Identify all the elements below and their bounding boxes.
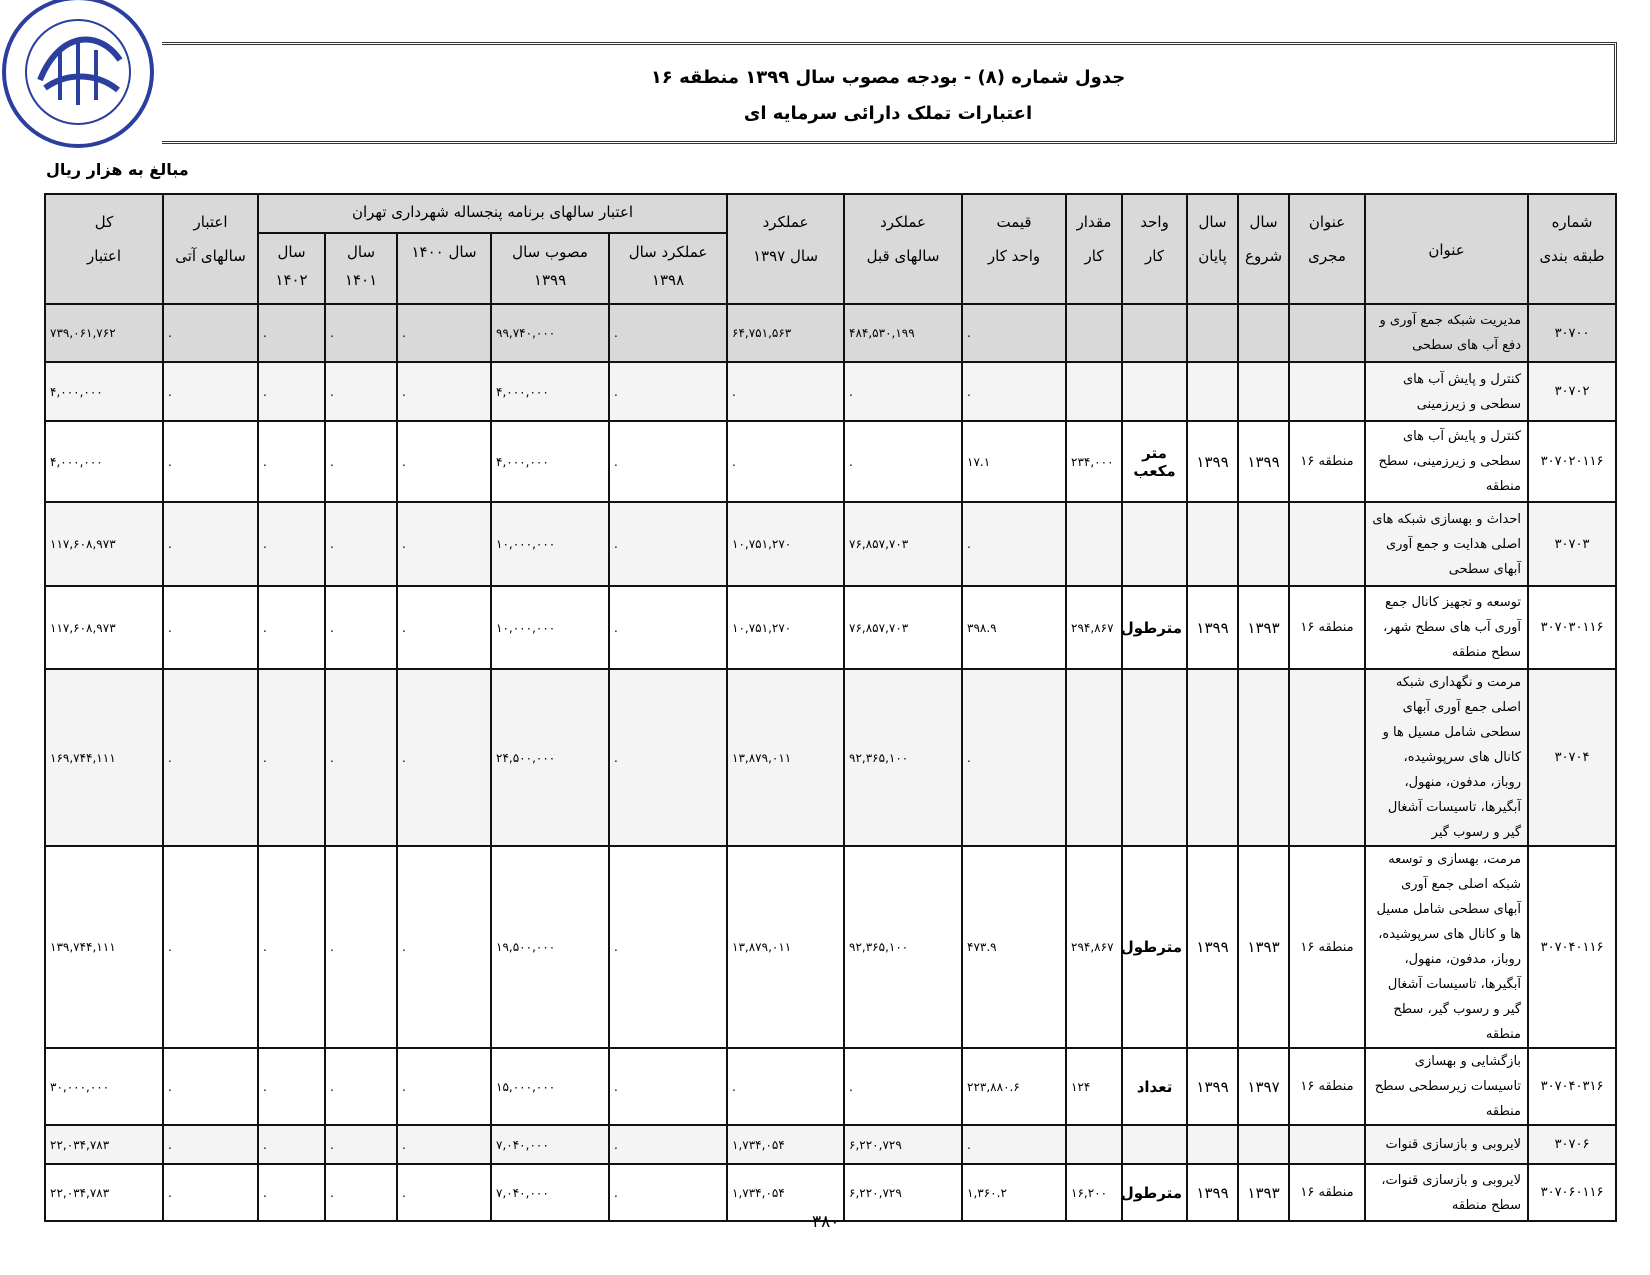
cell-unit (1122, 1125, 1187, 1164)
cell-title: بازگشایی و بهسازی تاسیسات زیرسطحی سطح منطقه (1365, 1048, 1528, 1125)
column-header-line: مقدار (1076, 213, 1112, 231)
cell-start (1238, 1125, 1289, 1164)
units-note: مبالغ به هزار ریال (46, 160, 189, 179)
cell-future: . (163, 1125, 258, 1164)
cell-start: ۱۳۹۳ (1238, 1164, 1289, 1221)
column-header-start (1238, 194, 1289, 304)
cell-code: ۳۰۷۰۴۰۱۱۶ (1528, 846, 1616, 1048)
cell-unit (1122, 502, 1187, 586)
cell-prior: . (844, 1048, 962, 1125)
column-header-line: سال (1198, 213, 1227, 231)
cell-qty: ۲۹۴,۸۶۷ (1066, 586, 1122, 669)
cell-future: . (163, 669, 258, 846)
cell-end (1187, 669, 1238, 846)
cell-y1401: . (325, 362, 397, 421)
column-header-y1397 (727, 194, 844, 304)
column-header-line: سال ۱۳۹۷ (753, 247, 819, 265)
title-box (162, 42, 1617, 144)
cell-code: ۳۰۷۰۲ (1528, 362, 1616, 421)
cell-total: ۱۱۷,۶۰۸,۹۷۳ (45, 502, 163, 586)
cell-start: ۱۳۹۹ (1238, 421, 1289, 502)
cell-qty: ۱۲۴ (1066, 1048, 1122, 1125)
cell-price: ۱۷.۱ (962, 421, 1066, 502)
cell-future: . (163, 846, 258, 1048)
cell-executor: منطقه ۱۶ (1289, 1048, 1365, 1125)
cell-y1399: ۲۴,۵۰۰,۰۰۰ (491, 669, 609, 846)
cell-future: . (163, 304, 258, 362)
table-row (45, 502, 1616, 586)
cell-y1397: ۶۴,۷۵۱,۵۶۳ (727, 304, 844, 362)
cell-y1398: . (609, 669, 727, 846)
cell-end (1187, 362, 1238, 421)
cell-title: مدیریت شبکه جمع آوری و دفع آب های سطحی (1365, 304, 1528, 362)
council-seal (0, 0, 160, 160)
cell-y1400: . (397, 421, 491, 502)
column-header-line (1370, 205, 1523, 233)
cell-y1399: ۹۹,۷۴۰,۰۰۰ (491, 304, 609, 362)
column-header-line: عملکرد (880, 213, 926, 231)
column-header-line (402, 266, 486, 294)
column-header-line: ۱۴۰۲ (275, 271, 308, 289)
cell-y1397: ۱۰,۷۵۱,۲۷۰ (727, 502, 844, 586)
cell-future: . (163, 1048, 258, 1125)
cell-y1398: . (609, 421, 727, 502)
cell-total: ۱۶۹,۷۴۴,۱۱۱ (45, 669, 163, 846)
cell-y1399: ۱۰,۰۰۰,۰۰۰ (491, 502, 609, 586)
cell-y1402: . (258, 669, 325, 846)
cell-prior: ۹۲,۳۶۵,۱۰۰ (844, 846, 962, 1048)
cell-y1400: . (397, 586, 491, 669)
cell-end (1187, 502, 1238, 586)
column-header-line: شروع (1245, 247, 1283, 265)
column-header-line: سالهای آتی (175, 247, 246, 265)
column-header-line: واحد (1140, 213, 1169, 231)
cell-executor: منطقه ۱۶ (1289, 586, 1365, 669)
cell-executor: منطقه ۱۶ (1289, 421, 1365, 502)
budget-table (44, 193, 1617, 1222)
cell-total: ۱۳۹,۷۴۴,۱۱۱ (45, 846, 163, 1048)
column-header-line: سال ۱۴۰۰ (411, 243, 477, 261)
cell-y1397: . (727, 421, 844, 502)
cell-future: . (163, 1164, 258, 1221)
cell-end: ۱۳۹۹ (1187, 586, 1238, 669)
cell-total: ۴,۰۰۰,۰۰۰ (45, 362, 163, 421)
column-header-y1398 (609, 233, 727, 304)
cell-title: کنترل و پایش آب های سطحی و زیرزمینی، سطح منطقه (1365, 421, 1528, 502)
cell-prior: ۷۶,۸۵۷,۷۰۳ (844, 502, 962, 586)
column-header-line: کل (94, 213, 114, 231)
cell-unit (1122, 362, 1187, 421)
cell-code: ۳۰۷۰۴۰۳۱۶ (1528, 1048, 1616, 1125)
cell-executor (1289, 502, 1365, 586)
column-header-line: اعتبار (87, 247, 121, 265)
cell-executor (1289, 669, 1365, 846)
cell-start (1238, 502, 1289, 586)
cell-y1398: . (609, 1125, 727, 1164)
column-header-line: عنوان (1308, 213, 1346, 231)
cell-price: . (962, 669, 1066, 846)
cell-title: لایروبی و بازسازی قنوات، سطح منطقه (1365, 1164, 1528, 1221)
cell-y1398: . (609, 586, 727, 669)
document-title: جدول شماره (۸) - بودجه مصوب سال ۱۳۹۹ منطقه ۱۶ (650, 67, 1126, 88)
cell-y1398: . (609, 1048, 727, 1125)
cell-y1401: . (325, 1125, 397, 1164)
cell-y1400: . (397, 304, 491, 362)
cell-y1401: . (325, 421, 397, 502)
column-header-line: قیمت (996, 213, 1032, 231)
cell-future: . (163, 421, 258, 502)
cell-price: ۳۹۸.۹ (962, 586, 1066, 669)
cell-y1400: . (397, 1164, 491, 1221)
column-header-prior (844, 194, 962, 304)
cell-executor (1289, 304, 1365, 362)
cell-qty (1066, 502, 1122, 586)
cell-y1402: . (258, 1164, 325, 1221)
table-row (45, 1125, 1616, 1164)
cell-y1398: . (609, 1164, 727, 1221)
cell-price: ۱,۳۶۰.۲ (962, 1164, 1066, 1221)
cell-unit: مترطول (1122, 586, 1187, 669)
cell-start (1238, 362, 1289, 421)
column-header-line: عملکرد سال (628, 243, 708, 261)
column-header-end (1187, 194, 1238, 304)
cell-y1399: ۱۵,۰۰۰,۰۰۰ (491, 1048, 609, 1125)
column-header-y1402 (258, 233, 325, 304)
column-header-line: ۱۳۹۸ (651, 271, 685, 289)
cell-qty (1066, 304, 1122, 362)
cell-total: ۴,۰۰۰,۰۰۰ (45, 421, 163, 502)
cell-unit: تعداد (1122, 1048, 1187, 1125)
column-header-y1400 (397, 233, 491, 304)
column-header-total (45, 194, 163, 304)
cell-future: . (163, 502, 258, 586)
column-header-unit (1122, 194, 1187, 304)
cell-title: توسعه و تجهیز کانال جمع آوری آب های سطح شهر، سطح منطقه (1365, 586, 1528, 669)
cell-code: ۳۰۷۰۴ (1528, 669, 1616, 846)
table-row (45, 669, 1616, 846)
cell-code: ۳۰۷۰۳۰۱۱۶ (1528, 586, 1616, 669)
cell-unit: متر مکعب (1122, 421, 1187, 502)
cell-y1402: . (258, 362, 325, 421)
cell-y1402: . (258, 1048, 325, 1125)
cell-end (1187, 304, 1238, 362)
table-row (45, 421, 1616, 502)
cell-unit (1122, 669, 1187, 846)
cell-qty: ۲۹۴,۸۶۷ (1066, 846, 1122, 1048)
cell-price: . (962, 362, 1066, 421)
cell-y1398: . (609, 362, 727, 421)
cell-title: مرمت، بهسازی و توسعه شبکه اصلی جمع آوری آبهای سطحی شامل مسیل ها و کانال های سرپوشیده، روباز، مدفون، منهول، آبگیرها، تاسیسات آشغال گیر و رسوب گیر، سطح منطقه (1365, 846, 1528, 1048)
cell-y1400: . (397, 846, 491, 1048)
cell-end: ۱۳۹۹ (1187, 421, 1238, 502)
cell-y1399: ۷,۰۴۰,۰۰۰ (491, 1164, 609, 1221)
column-header-line: کار (1084, 247, 1104, 265)
cell-future: . (163, 586, 258, 669)
cell-y1402: . (258, 304, 325, 362)
cell-y1401: . (325, 669, 397, 846)
cell-code: ۳۰۷۰۰ (1528, 304, 1616, 362)
cell-y1399: ۱۰,۰۰۰,۰۰۰ (491, 586, 609, 669)
cell-price: . (962, 1125, 1066, 1164)
cell-title: کنترل و پایش آب های سطحی و زیرزمینی (1365, 362, 1528, 421)
cell-prior: ۹۲,۳۶۵,۱۰۰ (844, 669, 962, 846)
cell-y1401: . (325, 1164, 397, 1221)
page-number: ۳۸۰ (812, 1212, 840, 1232)
cell-unit: مترطول (1122, 846, 1187, 1048)
cell-y1398: . (609, 304, 727, 362)
cell-y1398: . (609, 846, 727, 1048)
cell-qty: ۲۳۴,۰۰۰ (1066, 421, 1122, 502)
table-row (45, 1048, 1616, 1125)
cell-price: . (962, 502, 1066, 586)
cell-total: ۱۱۷,۶۰۸,۹۷۳ (45, 586, 163, 669)
cell-qty: ۱۶,۲۰۰ (1066, 1164, 1122, 1221)
cell-y1400: . (397, 1048, 491, 1125)
cell-code: ۳۰۷۰۲۰۱۱۶ (1528, 421, 1616, 502)
cell-y1399: ۴,۰۰۰,۰۰۰ (491, 362, 609, 421)
column-header-line: کار (1145, 247, 1165, 265)
column-group-plan-years: اعتبار سالهای برنامه پنجساله شهرداری تهران (258, 194, 727, 233)
cell-y1399: ۴,۰۰۰,۰۰۰ (491, 421, 609, 502)
cell-prior: ۷۶,۸۵۷,۷۰۳ (844, 586, 962, 669)
cell-y1397: ۱۰,۷۵۱,۲۷۰ (727, 586, 844, 669)
cell-price: . (962, 304, 1066, 362)
cell-code: ۳۰۷۰۶۰۱۱۶ (1528, 1164, 1616, 1221)
cell-title: لایروبی و بازسازی قنوات (1365, 1125, 1528, 1164)
cell-y1401: . (325, 1048, 397, 1125)
cell-end: ۱۳۹۹ (1187, 1048, 1238, 1125)
cell-total: ۷۳۹,۰۶۱,۷۶۲ (45, 304, 163, 362)
column-header-line: اعتبار (193, 213, 228, 231)
cell-start: ۱۳۹۳ (1238, 586, 1289, 669)
cell-y1400: . (397, 502, 491, 586)
cell-y1401: . (325, 846, 397, 1048)
cell-unit: مترطول (1122, 1164, 1187, 1221)
cell-qty (1066, 1125, 1122, 1164)
cell-y1400: . (397, 362, 491, 421)
cell-y1401: . (325, 586, 397, 669)
column-header-price (962, 194, 1066, 304)
table-row (45, 586, 1616, 669)
cell-y1398: . (609, 502, 727, 586)
column-header-executor (1289, 194, 1365, 304)
cell-price: ۲۲۳,۸۸۰.۶ (962, 1048, 1066, 1125)
cell-y1397: . (727, 1048, 844, 1125)
column-header-line: مصوب سال (512, 243, 588, 261)
cell-qty (1066, 669, 1122, 846)
cell-executor (1289, 1125, 1365, 1164)
column-header-code (1528, 194, 1616, 304)
cell-total: ۲۲,۰۳۴,۷۸۳ (45, 1125, 163, 1164)
cell-start: ۱۳۹۷ (1238, 1048, 1289, 1125)
cell-price: ۴۷۳.۹ (962, 846, 1066, 1048)
cell-y1397: ۱۳,۸۷۹,۰۱۱ (727, 669, 844, 846)
cell-y1397: ۱,۷۳۴,۰۵۴ (727, 1164, 844, 1221)
column-header-qty (1066, 194, 1122, 304)
cell-executor (1289, 362, 1365, 421)
cell-executor: منطقه ۱۶ (1289, 846, 1365, 1048)
column-header-line: عملکرد (762, 213, 809, 231)
column-header-line: سال (277, 243, 306, 261)
cell-end: ۱۳۹۹ (1187, 1164, 1238, 1221)
cell-y1400: . (397, 669, 491, 846)
cell-end (1187, 1125, 1238, 1164)
column-header-line: واحد کار (987, 247, 1041, 265)
column-header-line: عنوان (1428, 241, 1465, 259)
cell-start (1238, 304, 1289, 362)
cell-prior: ۴۸۴,۵۳۰,۱۹۹ (844, 304, 962, 362)
table-row (45, 846, 1616, 1048)
cell-total: ۲۲,۰۳۴,۷۸۳ (45, 1164, 163, 1221)
column-header-line: شماره (1551, 213, 1593, 231)
cell-y1400: . (397, 1125, 491, 1164)
document-subtitle: اعتبارات تملک دارائی سرمایه ای (743, 103, 1033, 124)
column-header-line: سال (1249, 213, 1278, 231)
cell-y1402: . (258, 586, 325, 669)
column-header-y1401 (325, 233, 397, 304)
cell-y1397: . (727, 362, 844, 421)
cell-y1402: . (258, 846, 325, 1048)
cell-title: احداث و بهسازی شبکه های اصلی هدایت و جمع آوری آبهای سطحی (1365, 502, 1528, 586)
column-header-title (1365, 194, 1528, 304)
column-header-line: سال (347, 243, 376, 261)
cell-y1402: . (258, 1125, 325, 1164)
column-header-line: طبقه بندی (1539, 247, 1605, 265)
cell-prior: ۶,۲۲۰,۷۲۹ (844, 1125, 962, 1164)
column-header-y1399 (491, 233, 609, 304)
cell-prior: ۶,۲۲۰,۷۲۹ (844, 1164, 962, 1221)
cell-code: ۳۰۷۰۶ (1528, 1125, 1616, 1164)
cell-y1399: ۱۹,۵۰۰,۰۰۰ (491, 846, 609, 1048)
cell-start: ۱۳۹۳ (1238, 846, 1289, 1048)
cell-y1399: ۷,۰۴۰,۰۰۰ (491, 1125, 609, 1164)
cell-y1397: ۱,۷۳۴,۰۵۴ (727, 1125, 844, 1164)
cell-y1401: . (325, 304, 397, 362)
table-row (45, 304, 1616, 362)
cell-total: ۳۰,۰۰۰,۰۰۰ (45, 1048, 163, 1125)
cell-title: مرمت و نگهداری شبکه اصلی جمع آوری آبهای سطحی شامل مسیل ها و کانال های سرپوشیده، روباز، مدفون، منهول، آبگیرها، تاسیسات آشغال گیر و رسوب گیر (1365, 669, 1528, 846)
column-header-line: سالهای قبل (866, 247, 940, 265)
column-header-future (163, 194, 258, 304)
cell-y1401: . (325, 502, 397, 586)
cell-y1402: . (258, 502, 325, 586)
cell-end: ۱۳۹۹ (1187, 846, 1238, 1048)
cell-prior: . (844, 362, 962, 421)
cell-y1402: . (258, 421, 325, 502)
cell-future: . (163, 362, 258, 421)
column-header-line: پایان (1198, 247, 1227, 265)
column-header-line: ۱۳۹۹ (533, 271, 567, 289)
cell-executor: منطقه ۱۶ (1289, 1164, 1365, 1221)
column-header-line: مجری (1308, 247, 1346, 265)
cell-code: ۳۰۷۰۳ (1528, 502, 1616, 586)
cell-prior: . (844, 421, 962, 502)
table-row (45, 362, 1616, 421)
cell-start (1238, 669, 1289, 846)
cell-y1397: ۱۳,۸۷۹,۰۱۱ (727, 846, 844, 1048)
cell-qty (1066, 362, 1122, 421)
column-header-line: ۱۴۰۱ (344, 271, 378, 289)
cell-unit (1122, 304, 1187, 362)
